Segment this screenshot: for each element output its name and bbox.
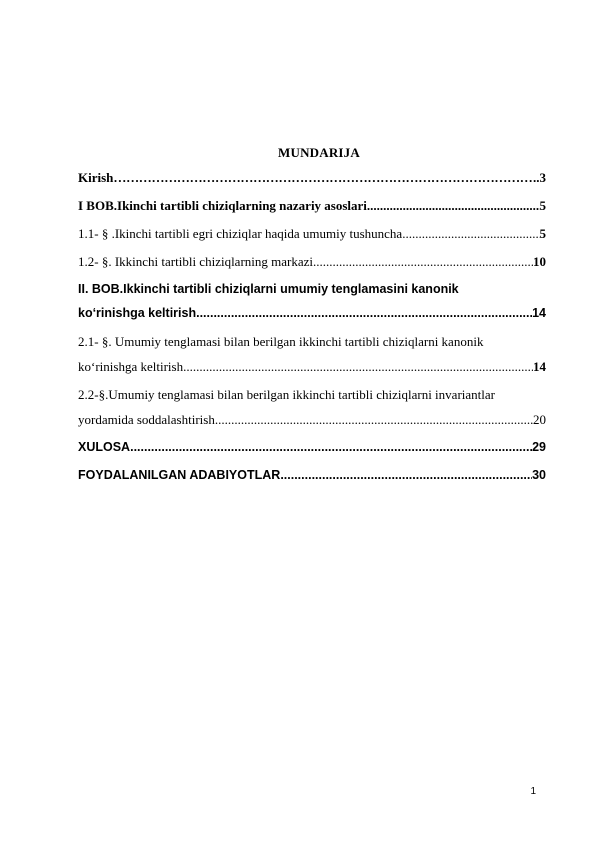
- toc-entry-section-2-2[interactable]: [78, 385, 546, 429]
- toc-leader-dots: [196, 304, 532, 323]
- toc-entry-label-line1: 2.1- §. Umumiy tenglamasi bilan berilgan ikkinchi tartibli chiziqlarni kanonik: [78, 334, 484, 349]
- toc-leader-dots: [280, 466, 532, 485]
- toc-entry-bibliography[interactable]: [78, 466, 546, 485]
- toc-entry-page: 14: [533, 359, 546, 374]
- toc-entry-label: yordamida soddalashtirish: [78, 412, 215, 427]
- toc-entry-page: 14: [532, 306, 546, 320]
- toc-entry-page: 5: [539, 198, 546, 213]
- toc-entry-xulosa[interactable]: [78, 438, 546, 457]
- toc-entry-page: 30: [532, 468, 546, 482]
- toc-leader-dots: [313, 252, 533, 271]
- table-of-contents: [78, 168, 546, 485]
- toc-entry-page: 10: [533, 254, 546, 269]
- toc-entry-label: 1.2- §. Ikkinchi tartibli chiziqlarning markazi: [78, 254, 314, 269]
- toc-leader-dots: [183, 357, 533, 376]
- toc-entry-label: 1.1- § .Ikinchi tartibli egri chiziqlar haqida umumiy tushuncha: [78, 226, 403, 241]
- toc-entry-page: ..3: [533, 170, 546, 185]
- toc-entry-label: Kirish: [78, 170, 114, 185]
- toc-leader-dots: [402, 224, 539, 243]
- toc-leader-dots: [130, 438, 532, 457]
- toc-title: MUNDARIJA: [278, 145, 360, 160]
- toc-entry-page: 5: [539, 226, 546, 241]
- page-number: 1: [530, 786, 536, 797]
- toc-entry-label-line1: 2.2-§.Umumiy tenglamasi bilan berilgan ikkinchi tartibli chiziqlarni invariantlar: [78, 387, 495, 402]
- toc-leader-dots: [215, 410, 533, 429]
- toc-entry-label: ko‘rinishga keltirish: [78, 306, 197, 320]
- toc-entry-label: FOYDALANILGAN ADABIYOTLAR: [78, 468, 281, 482]
- toc-entry-kirish[interactable]: [78, 168, 546, 187]
- toc-entry-section-2-1[interactable]: [78, 332, 546, 376]
- toc-entry-label-line1: II. BOB.Ikkinchi tartibli chiziqlarni umumiy tenglamasini kanonik: [78, 282, 459, 296]
- toc-leader-dots: [367, 196, 540, 215]
- toc-entry-chapter-1[interactable]: [78, 196, 546, 215]
- toc-entry-chapter-2[interactable]: [78, 280, 546, 323]
- toc-leader-dots: [113, 168, 533, 187]
- toc-entry-page: 29: [532, 440, 546, 454]
- toc-entry-label: I BOB.Ikinchi tartibli chiziqlarning nazariy asoslari: [78, 198, 367, 213]
- toc-entry-page: 20: [533, 412, 546, 427]
- toc-entry-label: XULOSA: [78, 440, 131, 454]
- toc-entry-section-1-1[interactable]: [78, 224, 546, 243]
- toc-entry-section-1-2[interactable]: [78, 252, 546, 271]
- toc-entry-label: ko‘rinishga keltirish: [78, 359, 184, 374]
